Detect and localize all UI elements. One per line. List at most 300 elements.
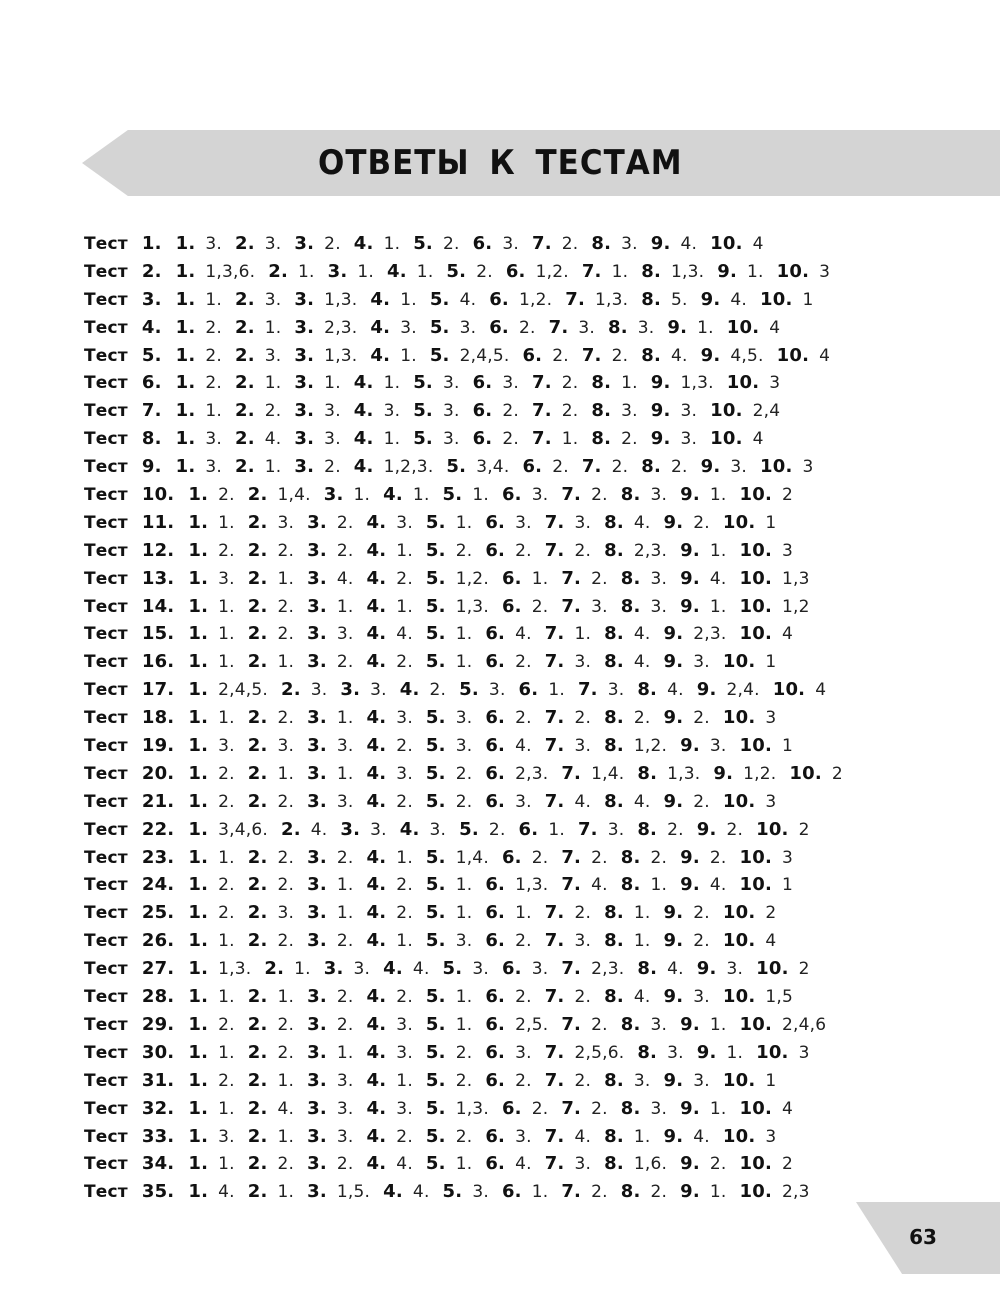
question-number: 9. (700, 288, 721, 310)
question-number: 10. (739, 623, 772, 645)
question-number: 5. (425, 986, 446, 1008)
question-number: 3. (294, 456, 315, 478)
test-number: 18. (141, 707, 175, 729)
question-number: 10. (739, 539, 772, 561)
question-number: 9. (680, 539, 700, 561)
question-number: 8. (604, 986, 624, 1008)
question-number: 6. (505, 260, 526, 282)
question-number: 10. (722, 930, 756, 952)
question-number: 5. (425, 846, 446, 868)
answer-value: 3. (383, 401, 401, 422)
answer-value: 3. (693, 1070, 710, 1091)
question-number: 4. (366, 567, 387, 589)
test-row (84, 1178, 964, 1206)
question-number: 2. (247, 930, 268, 952)
question-number: 4. (366, 846, 387, 868)
answer-value: 4 (765, 931, 777, 952)
answer-value: 4. (633, 791, 651, 812)
question-number: 6. (501, 484, 522, 506)
test-label: Тест (84, 875, 128, 896)
test-row (84, 286, 964, 314)
answer-value: 1. (709, 485, 727, 506)
answer-value: 3. (472, 959, 489, 980)
answer-value: 1,4. (455, 847, 489, 868)
test-row (84, 1011, 964, 1039)
test-number: 22. (141, 818, 175, 840)
question-number: 5. (425, 1097, 446, 1119)
answer-value: 4. (412, 959, 430, 980)
question-number: 1. (188, 1097, 209, 1119)
answer-value: 2,4 (752, 401, 781, 422)
question-number: 7. (561, 595, 582, 617)
answer-value: 2. (561, 401, 579, 422)
answer-value: 2. (455, 1042, 473, 1063)
answer-value: 3. (680, 401, 698, 422)
answer-value: 2. (633, 708, 651, 729)
test-label: Тест (84, 457, 128, 478)
answer-value: 2. (611, 345, 629, 366)
question-number: 6. (522, 344, 543, 366)
question-number: 9. (696, 818, 717, 840)
question-number: 1. (188, 567, 209, 589)
question-number: 5. (459, 818, 479, 840)
test-row (84, 732, 964, 760)
test-number: 28. (141, 986, 175, 1008)
test-number: 10. (141, 484, 175, 506)
question-number: 5. (446, 260, 467, 282)
answer-value: 1. (455, 875, 473, 896)
test-label: Тест (84, 1154, 128, 1175)
answer-value: 1. (396, 1070, 413, 1091)
test-label: Тест (84, 1014, 128, 1035)
answer-value: 1,2. (455, 568, 489, 589)
answer-value: 3 (802, 457, 814, 478)
answer-value: 3. (442, 373, 460, 394)
answer-value: 2. (218, 791, 235, 812)
test-number: 31. (141, 1069, 175, 1091)
answer-value: 2. (396, 987, 413, 1008)
question-number: 3. (294, 372, 315, 394)
test-row (84, 397, 964, 425)
answer-value: 1. (472, 485, 489, 506)
answer-value: 2. (336, 540, 354, 561)
answer-value: 2,3. (591, 959, 625, 980)
question-number: 4. (366, 762, 387, 784)
answer-value: 2. (205, 345, 223, 366)
answer-value: 2. (396, 652, 413, 673)
question-number: 8. (637, 1041, 658, 1063)
answer-value: 3. (336, 736, 354, 757)
question-number: 5. (413, 233, 433, 254)
question-number: 1. (188, 1153, 209, 1175)
question-number: 1. (188, 651, 209, 673)
answer-value: 1. (277, 1182, 295, 1203)
question-number: 8. (604, 1069, 624, 1091)
answer-value: 4. (633, 652, 651, 673)
question-number: 2. (247, 902, 268, 924)
answer-value: 2. (574, 708, 592, 729)
answer-value: 1. (531, 568, 549, 589)
answer-value: 2. (476, 261, 493, 282)
question-number: 7. (544, 707, 565, 729)
answer-value: 1. (709, 1182, 727, 1203)
question-number: 10. (756, 818, 789, 840)
question-number: 9. (717, 260, 737, 282)
question-number: 10. (722, 1125, 756, 1147)
question-number: 6. (518, 818, 539, 840)
answer-value: 3. (502, 234, 519, 254)
question-number: 10. (760, 456, 793, 478)
answer-value: 3. (515, 512, 532, 533)
question-number: 3. (307, 623, 327, 645)
answer-value: 2. (611, 457, 629, 478)
answer-value: 3. (264, 289, 282, 310)
answer-value: 3. (693, 652, 710, 673)
answer-value: 3. (531, 485, 549, 506)
question-number: 4. (383, 484, 403, 506)
answer-value: 3. (205, 234, 223, 254)
question-number: 1. (188, 595, 209, 617)
question-number: 3. (307, 707, 327, 729)
test-label: Тест (84, 1182, 128, 1203)
question-number: 10. (722, 707, 756, 729)
question-number: 7. (544, 623, 565, 645)
test-label: Тест (84, 1126, 128, 1147)
question-number: 7. (531, 428, 552, 450)
answer-value: 1,3. (515, 875, 549, 896)
question-number: 5. (425, 1125, 446, 1147)
question-number: 2. (235, 456, 255, 478)
answer-value: 1. (455, 987, 473, 1008)
question-number: 10. (760, 288, 793, 310)
answer-value: 1. (218, 1042, 235, 1063)
answer-value: 4. (277, 1098, 295, 1119)
question-number: 4. (383, 1181, 403, 1203)
answer-value: 3. (400, 317, 417, 338)
test-row (84, 871, 964, 899)
answer-value: 3,4. (476, 457, 510, 478)
answer-value: 2. (442, 234, 460, 254)
test-row (84, 983, 964, 1011)
question-number: 4. (366, 1097, 387, 1119)
question-number: 8. (604, 651, 624, 673)
answer-value: 2. (709, 847, 727, 868)
question-number: 10. (739, 874, 772, 896)
question-number: 5. (429, 316, 450, 338)
question-number: 9. (680, 735, 700, 757)
test-row (84, 509, 964, 537)
answer-value: 2. (396, 1126, 413, 1147)
test-row (84, 481, 964, 509)
question-number: 8. (604, 623, 624, 645)
answer-value: 1. (548, 819, 565, 840)
answer-value: 2. (277, 875, 295, 896)
question-number: 6. (485, 707, 506, 729)
answer-value: 2. (531, 596, 549, 617)
question-number: 7. (544, 1153, 565, 1175)
answer-value: 4 (782, 624, 794, 645)
answer-value: 2. (336, 987, 354, 1008)
answer-value: 4. (218, 1182, 235, 1203)
question-number: 1. (175, 288, 196, 310)
question-number: 9. (680, 567, 700, 589)
answer-value: 3. (370, 680, 387, 701)
question-number: 9. (700, 344, 721, 366)
question-number: 9. (696, 958, 717, 980)
question-number: 9. (696, 1041, 717, 1063)
question-number: 3. (307, 511, 327, 533)
answer-value: 2. (277, 791, 295, 812)
test-row (84, 1039, 964, 1067)
answer-value: 1. (336, 875, 354, 896)
question-number: 1. (188, 1125, 209, 1147)
test-number: 21. (141, 790, 175, 812)
answer-value: 1,2 (782, 596, 810, 617)
answer-value: 2. (488, 819, 506, 840)
question-number: 4. (399, 679, 420, 701)
question-number: 7. (561, 567, 582, 589)
question-number: 8. (620, 1097, 641, 1119)
question-number: 5. (425, 1041, 446, 1063)
answer-value: 3. (574, 736, 592, 757)
question-number: 6. (485, 874, 506, 896)
answer-value: 1,3,6. (205, 261, 256, 282)
test-row (84, 453, 964, 481)
question-number: 3. (307, 930, 327, 952)
question-number: 10. (710, 233, 743, 254)
answer-value: 2 (765, 903, 777, 924)
question-number: 2. (247, 986, 268, 1008)
answer-value: 3. (515, 1126, 532, 1147)
question-number: 4. (366, 511, 387, 533)
question-number: 3. (307, 735, 327, 757)
question-number: 6. (472, 400, 493, 422)
question-number: 10. (739, 595, 772, 617)
question-number: 8. (620, 1013, 641, 1035)
question-number: 8. (604, 902, 624, 924)
question-number: 1. (175, 233, 196, 254)
question-number: 6. (501, 1097, 522, 1119)
answer-value: 1. (515, 903, 532, 924)
question-number: 7. (565, 288, 585, 310)
question-number: 2. (235, 344, 255, 366)
test-number: 33. (141, 1125, 175, 1147)
answer-value: 3. (396, 1014, 413, 1035)
test-label: Тест (84, 596, 128, 617)
question-number: 9. (680, 1013, 700, 1035)
test-label: Тест (84, 317, 128, 338)
question-number: 1. (175, 344, 196, 366)
question-number: 7. (561, 874, 582, 896)
test-number: 26. (141, 930, 175, 952)
test-label: Тест (84, 1042, 128, 1063)
answer-value: 2. (336, 931, 354, 952)
answer-value: 4. (264, 429, 282, 450)
answer-value: 2. (205, 317, 223, 338)
test-label: Тест (84, 345, 128, 366)
question-number: 1. (188, 1013, 209, 1035)
answer-value: 1,4. (277, 485, 311, 506)
question-number: 5. (425, 511, 446, 533)
test-label: Тест (84, 234, 128, 254)
question-number: 5. (425, 930, 446, 952)
answer-value: 1,2. (633, 736, 668, 757)
answer-value: 2. (709, 1154, 727, 1175)
question-number: 1. (188, 846, 209, 868)
answer-value: 1. (400, 345, 417, 366)
question-number: 6. (485, 735, 506, 757)
test-label: Тест (84, 429, 128, 450)
question-number: 7. (581, 260, 602, 282)
answer-value: 4. (574, 791, 592, 812)
question-number: 3. (307, 1069, 327, 1091)
question-number: 4. (366, 790, 387, 812)
answer-value: 1. (561, 429, 579, 450)
question-number: 5. (425, 735, 446, 757)
question-number: 8. (620, 874, 641, 896)
question-number: 4. (399, 818, 420, 840)
test-number: 32. (141, 1097, 175, 1119)
answer-value: 2. (455, 540, 473, 561)
answer-value: 2,3. (693, 624, 727, 645)
question-number: 7. (561, 846, 582, 868)
answer-value: 3. (531, 959, 549, 980)
answer-value: 3. (574, 652, 592, 673)
question-number: 3. (307, 1097, 327, 1119)
answer-value: 2. (218, 485, 235, 506)
question-number: 6. (518, 679, 539, 701)
answer-value: 1. (218, 708, 235, 729)
question-number: 1. (188, 818, 209, 840)
question-number: 2. (235, 288, 255, 310)
question-number: 1. (188, 762, 209, 784)
question-number: 10. (776, 344, 810, 366)
answer-value: 2. (515, 987, 532, 1008)
question-number: 5. (442, 958, 463, 980)
test-number: 15. (141, 623, 175, 645)
question-number: 6. (485, 623, 506, 645)
question-number: 3. (294, 316, 315, 338)
answer-value: 2. (650, 1182, 668, 1203)
question-number: 5. (425, 1013, 446, 1035)
question-number: 1. (188, 1181, 209, 1203)
question-number: 2. (247, 539, 268, 561)
answer-value: 2. (277, 1014, 295, 1035)
answer-value: 1. (218, 931, 235, 952)
answer-value: 2. (396, 903, 413, 924)
question-number: 1. (188, 902, 209, 924)
question-number: 8. (620, 846, 641, 868)
question-number: 10. (776, 260, 810, 282)
question-number: 6. (485, 986, 506, 1008)
test-number: 16. (141, 651, 175, 673)
answer-value: 2. (455, 1070, 473, 1091)
answer-value: 2. (591, 485, 608, 506)
test-label: Тест (84, 401, 128, 422)
question-number: 9. (696, 679, 717, 701)
question-number: 7. (544, 651, 565, 673)
answers-list (84, 230, 964, 1206)
question-number: 9. (650, 233, 671, 254)
question-number: 2. (247, 484, 268, 506)
answer-value: 4. (709, 568, 727, 589)
test-label: Тест (84, 261, 128, 282)
test-row (84, 899, 964, 927)
answer-value: 1 (782, 736, 794, 757)
question-number: 7. (561, 484, 582, 506)
test-row (84, 1095, 964, 1123)
answer-value: 4. (667, 680, 684, 701)
question-number: 7. (544, 790, 565, 812)
answer-value: 2. (574, 987, 592, 1008)
question-number: 10. (756, 958, 789, 980)
answer-value: 4. (515, 1154, 532, 1175)
answer-value: 4 (752, 234, 764, 254)
question-number: 7. (544, 539, 565, 561)
question-number: 6. (485, 651, 506, 673)
question-number: 1. (188, 539, 209, 561)
answer-value: 3. (607, 819, 625, 840)
question-number: 9. (700, 456, 721, 478)
question-number: 9. (680, 484, 700, 506)
answer-value: 2,4. (726, 680, 760, 701)
question-number: 7. (548, 316, 569, 338)
test-number: 4. (141, 316, 162, 338)
question-number: 9. (680, 595, 700, 617)
question-number: 4. (366, 986, 387, 1008)
answer-value: 1. (205, 289, 223, 310)
test-number: 25. (141, 902, 175, 924)
question-number: 1. (188, 874, 209, 896)
answer-value: 3. (396, 1042, 413, 1063)
question-number: 1. (175, 372, 196, 394)
question-number: 6. (501, 958, 522, 980)
answer-value: 1,3 (782, 568, 810, 589)
question-number: 5. (425, 902, 446, 924)
test-row (84, 342, 964, 370)
answer-value: 1. (218, 652, 235, 673)
question-number: 8. (637, 679, 658, 701)
question-number: 10. (772, 679, 806, 701)
test-number: 19. (141, 735, 175, 757)
question-number: 2. (247, 651, 268, 673)
answer-value: 1,3. (324, 289, 358, 310)
answer-value: 1,4. (591, 763, 625, 784)
test-row (84, 1067, 964, 1095)
test-number: 3. (141, 288, 162, 310)
answer-value: 4. (515, 736, 532, 757)
question-number: 4. (353, 233, 374, 254)
question-number: 7. (561, 958, 582, 980)
question-number: 2. (280, 679, 301, 701)
question-number: 8. (591, 233, 612, 254)
answer-value: 1. (726, 1042, 744, 1063)
answer-value: 2. (693, 931, 710, 952)
answer-value: 2,4,6 (782, 1014, 827, 1035)
answer-value: 3. (277, 736, 295, 757)
test-label: Тест (84, 373, 128, 394)
question-number: 9. (663, 651, 684, 673)
answer-value: 2. (277, 624, 295, 645)
question-number: 4. (370, 288, 391, 310)
answer-value: 1. (455, 624, 473, 645)
question-number: 1. (175, 316, 196, 338)
question-number: 10. (726, 372, 760, 394)
answer-value: 1. (621, 373, 638, 394)
answer-value: 2,3 (782, 1182, 810, 1203)
question-number: 4. (366, 539, 387, 561)
answer-value: 3. (442, 429, 460, 450)
